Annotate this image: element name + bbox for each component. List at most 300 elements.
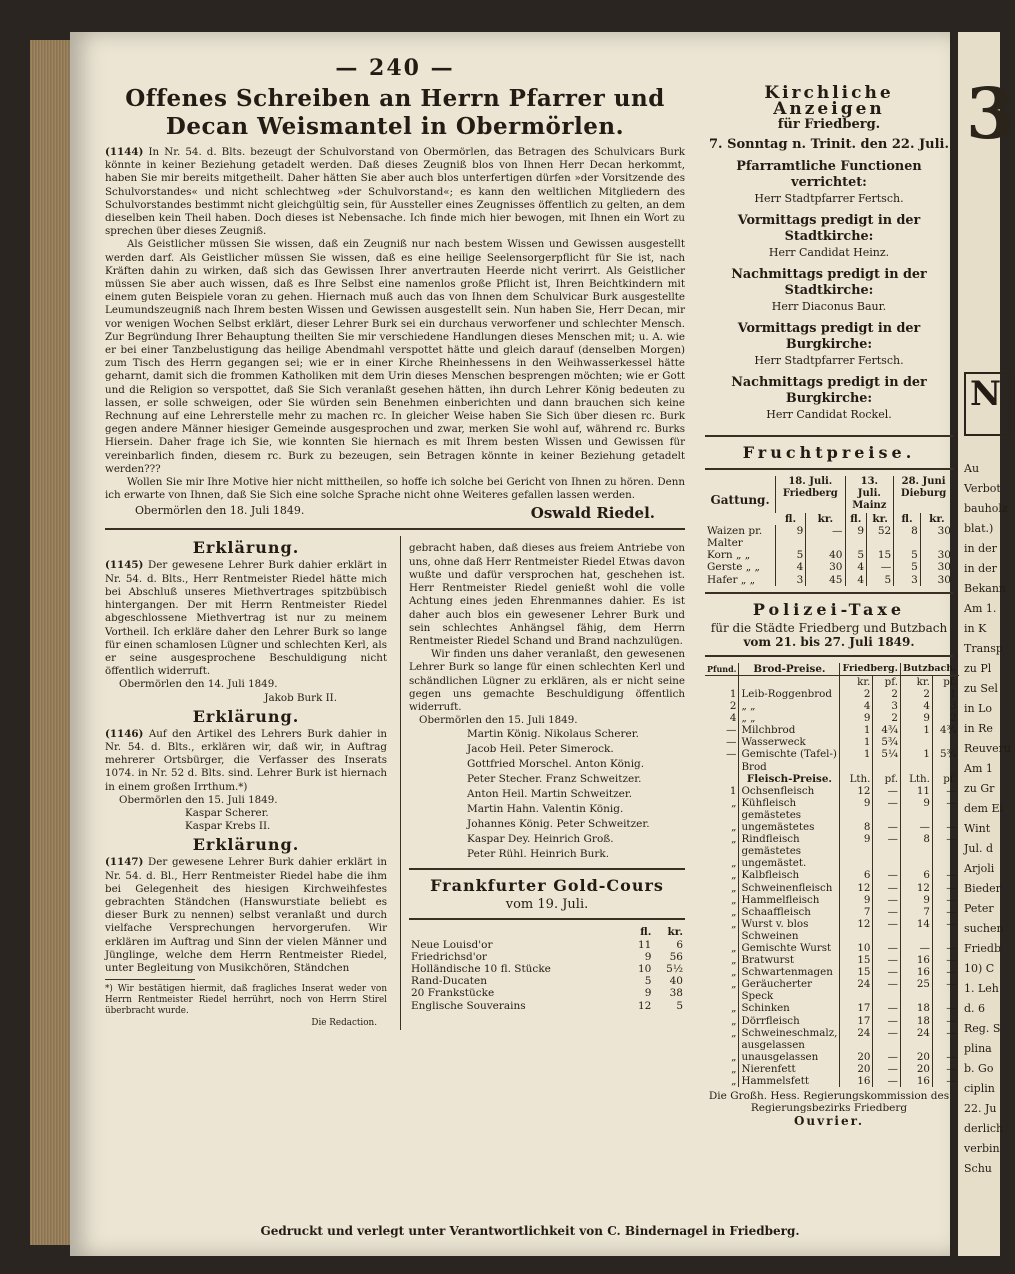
unit-kr: kr. — [920, 513, 953, 525]
adjacent-text-fragment: ciplin — [964, 1082, 995, 1095]
signer-name: Jacob Heil. — [467, 743, 526, 756]
fleisch-cell: „ — [731, 869, 737, 882]
divider — [705, 592, 953, 594]
signer-name: Anton Heil. — [467, 788, 528, 801]
gold-kr: 38 — [669, 987, 683, 1000]
gold-kr: 56 — [669, 950, 683, 963]
adjacent-page-number-box: N — [964, 372, 1012, 436]
fleisch-cell: 17 — [840, 1015, 873, 1027]
price-cell: 9 — [845, 525, 867, 549]
signer-name: Gottfried Morschel. — [467, 758, 572, 771]
kirchlich-sunday: 7. Sonntag n. Trinit. den 22. Juli. — [708, 137, 950, 152]
fleisch-cell: „ — [731, 833, 737, 846]
price-cell: 3 — [776, 574, 806, 586]
fleisch-cell: — — [932, 1063, 958, 1075]
unit-lth: Lth. — [840, 773, 873, 785]
adjacent-text-fragment: suchen — [964, 922, 1004, 935]
adjacent-text-fragment: in der — [964, 542, 997, 555]
fleisch-cell: „ — [731, 954, 737, 967]
brod-cell: — — [726, 748, 737, 761]
fleisch-cell: — — [932, 1002, 958, 1014]
kirchlich-subtitle: für Friedberg. — [777, 117, 881, 132]
book-page-edges — [30, 40, 70, 1245]
adjacent-text-fragment: Bekann — [964, 582, 1006, 595]
fleisch-row — [705, 1002, 959, 1014]
gold-cours-date: vom 19. Juli. — [505, 897, 589, 913]
brod-name: „ „ — [739, 712, 840, 724]
fleisch-cell: 18 — [900, 1002, 932, 1014]
fleisch-cell: — — [873, 797, 901, 821]
fleisch-cell: — — [873, 869, 901, 881]
adjacent-text-fragment: Bieder — [964, 882, 1001, 895]
gold-cours-title: Frankfurter Gold-Cours — [430, 876, 664, 896]
unit-lth: Lth. — [900, 773, 932, 785]
gold-row — [409, 963, 685, 975]
continuation-text-1: gebracht haben, daß dieses aus freiem Antriebe von uns, ohne daß Herr Rentmeister Riedel Etwas davon wußte und dafür versprochen hat, geschehen ist. Herr Rentmeister Riedel genießt wohl die volle Achtung eines jeden Ehrenmannes dahier. Es ist daher auch blos ein gewesener Lehrer Burk und sein schlechtes Anhängsel fähig, dem Herrn Rentmeister Riedel Schand und Brand nachzulügen. — [409, 542, 685, 647]
gold-fl: 5 — [644, 975, 652, 988]
fleisch-cell: — — [873, 1063, 901, 1075]
unit-fl: fl. — [894, 513, 921, 525]
brod-cell: 2 — [873, 712, 901, 724]
erklaerung-1-text — [105, 559, 387, 678]
signer-name: Peter Schweitzer. — [556, 818, 650, 831]
fleisch-row — [705, 906, 959, 918]
fleisch-cell: — — [932, 954, 958, 966]
fleisch-cell: 16 — [840, 1075, 873, 1087]
brod-row — [705, 712, 959, 724]
fleisch-cell — [840, 857, 873, 869]
adjacent-text-fragment: derlich — [964, 1122, 1004, 1135]
brod-cell: 1 — [840, 736, 873, 748]
brod-name: Wasserweck — [739, 736, 840, 748]
signer-row — [467, 832, 685, 847]
fruchtpreise-table — [705, 476, 953, 586]
col-brod-preise: Brod-Preise. — [739, 663, 840, 676]
fleisch-cell: 24 — [900, 1027, 932, 1051]
fleisch-cell: „ — [731, 821, 737, 834]
unit-kr: kr. — [867, 513, 894, 525]
signer-name: Heinrich Groß. — [533, 833, 614, 846]
service-person: Herr Stadtpfarrer Fertsch. — [754, 354, 904, 367]
erklaerung-3-number: (1147) — [105, 856, 144, 869]
adjacent-text-fragment: 22. Ju — [964, 1102, 997, 1115]
adjacent-text-fragment: 10) C — [964, 962, 995, 975]
fleisch-row — [705, 1027, 959, 1051]
gold-col-kr: kr. — [667, 926, 683, 939]
fleisch-cell — [932, 857, 958, 869]
erklaerung-3-body: Der gewesene Lehrer Burk dahier erklärt in Nr. 54. d. Bl., Herr Rentmeister Riedel habe die ihm bei Gelegenheit des hiesigen Kirchweihfestes gebrachten Ständchen (Hanswurstiate beliebt es dieser Burk zu nennen) selbst veranlaßt und durch vielfache Versprechungen hervorgerufen. Wir erklären im Auftrag und Sinn der vielen Männer und Jünglinge, welche dem Herrn Rentmeister Riedel, unter Begleitung von Musikchören, Ständchen — [105, 856, 387, 974]
polizei-subtitle: für die Städte Friedberg und Butzbach — [710, 620, 948, 635]
fleisch-cell: — — [873, 833, 901, 857]
fleisch-cell: „ — [731, 893, 737, 906]
price-cell: 40 — [806, 549, 845, 561]
polizei-taxe-table — [705, 663, 959, 1087]
frucht-row — [705, 525, 953, 549]
brod-cell: 2 — [873, 688, 901, 700]
erklaerung-2-signer-2: Kaspar Krebs II. — [185, 820, 271, 833]
erklaerung-2-body: Auf den Artikel des Lehrers Burk dahier in Nr. 54. d. Blts., erklären wir, daß wir, in Auftrag mehrerer Ortsbürger, die Verfasser des Inserats 1074. in Nr. 52 d. Blts. sind. Lehrer Burk ist hiernach in einem großen Irrthum.*) — [105, 727, 388, 793]
adjacent-text-fragment: in Re — [964, 722, 993, 735]
signer-name: Martin Hahn. — [467, 803, 539, 816]
divider — [705, 468, 953, 470]
signer-name: Franz Schweitzer. — [545, 773, 642, 786]
fleisch-cell: 11 — [900, 785, 932, 797]
brod-row — [705, 700, 959, 712]
polizei-date: vom 21. bis 27. Juli 1849. — [743, 634, 915, 649]
grain-name: Gerste „ „ — [707, 561, 760, 574]
fleisch-row — [705, 785, 959, 797]
gold-coin: Holländische 10 fl. Stücke — [411, 962, 551, 975]
unit-row — [705, 675, 959, 688]
fleisch-name: Schinken — [739, 1002, 840, 1014]
unit-fl: fl. — [784, 512, 797, 525]
service-label: Vormittags predigt in der Stadtkirche: — [737, 213, 921, 244]
brod-cell: 5¾ — [873, 736, 901, 748]
signer-name: Heinrich Burk. — [530, 848, 610, 861]
fleisch-cell — [900, 857, 932, 869]
fleisch-name: Nierenfett — [739, 1063, 840, 1075]
fleisch-cell: — — [873, 1027, 901, 1051]
fleisch-cell: 20 — [900, 1063, 932, 1075]
letter-paragraph-2: Als Geistlicher müssen Sie wissen, daß ein Zeugniß nur nach bestem Wissen und Gewissen ausgestellt werden darf. Als Geistlicher müssen Sie wissen, daß es eine heilige Seelensorgerpflicht für Sie ist, nach Kräften dahin zu wirken, daß sich das Gewissen Ihrer anvertrauten Heerde nicht verirrt. Als Geistlicher müssen Sie aber auch wissen, daß es Ihre Selbst eine namenlos große Pflicht ist, Ihren Beichtkindern mit einem guten Beispiele voran zu gehen. Hiernach muß auch das von Ihnen dem Schulvicar Burk ausgestellte Leumundszeugniß nach Ihrem besten Wissen und Gewissen ausgestellt sein. Nun haben Sie, Herr Decan, mir vor wenigen Wochen Selbst erklärt, dieser Lehrer Burk sei ein durchaus verworfener und schlechter Mensch. Zur Begründung Ihrer Behauptung theilten Sie mir verschiedene Handlungen dieses Menschen mit; u. A. wie er bei einer Tanzbelustigung das heilige Abendmahl verspottet hätte und gleich darauf (denselben Morgen) zum Tisch des Herrn gegangen sei; wie er in einer Kirche Rheinhessens in den Weihwasserkessel hätte geharnt, damit sich die frommen Katholiken mit dem Urin dieses Menschen besprengen möchten; wie er Gott und die Religion so verspottet, daß Sie Sich veranlaßt gesehen hätten, ihn durch Lehrer König bedeuten zu lassen, er solle schweigen, oder Sie würden sein Benehmen einberichten und dann brauchen sich keine Rechnung auf eine Lehrerstelle mehr zu machen rc. In gleicher Weise haben Sie Sich über diesen rc. Burk gegen andere Männer hiesiger Gemeinde ausgesprochen und zwar, merken Sie wohl auf, während rc. Burks Hiersein. Daher frage ich Sie, wie konnten Sie hiernach es mit Ihrem besten Wissen und Gewissen für vereinbarlich finden, diesem rc. Burk zu bezeugen, sein Betragen könnte in keiner Beziehung getadelt werden??? — [105, 238, 685, 475]
fleisch-name: Ochsenfleisch — [739, 785, 840, 797]
brod-cell: 1 — [729, 688, 737, 701]
col-butzbach: Butzbach. — [900, 663, 958, 676]
service-label: Nachmittags predigt in der Stadtkirche: — [731, 267, 927, 298]
signer-row — [467, 802, 685, 817]
brod-row — [705, 748, 959, 772]
brod-name: „ „ — [739, 700, 840, 712]
fleisch-name: unausgelassen — [739, 1051, 840, 1063]
fleisch-cell: — — [900, 821, 932, 833]
adjacent-text-fragment: Jul. d — [964, 842, 994, 855]
fleisch-cell: — — [932, 1051, 958, 1063]
adjacent-text-fragment: 1. Leh — [964, 982, 999, 995]
fleisch-cell: — — [932, 1027, 958, 1051]
fleisch-cell: 20 — [900, 1051, 932, 1063]
fleisch-name: Rindfleisch gemästetes — [739, 833, 840, 857]
fleisch-row — [705, 882, 959, 894]
fleisch-name: Schweinenfleisch — [739, 882, 840, 894]
service-label: Pfarramtliche Functionen verrichtet: — [736, 159, 922, 190]
footnote-sign: Die Redaction. — [311, 1018, 377, 1029]
fleisch-cell: 14 — [900, 918, 932, 942]
fleisch-name: Gemischte Wurst — [739, 942, 840, 954]
fleisch-cell: „ — [731, 1075, 737, 1088]
page-number-value: 240 — [369, 55, 421, 81]
fleisch-cell: 20 — [840, 1051, 873, 1063]
price-cell: 8 — [894, 525, 921, 549]
fruchtpreise-title: Fruchtpreise. — [742, 443, 916, 462]
fleisch-cell: — — [932, 797, 958, 821]
fleisch-cell: — — [873, 821, 901, 833]
fleisch-cell: „ — [731, 1014, 737, 1027]
fleisch-cell: — — [873, 1002, 901, 1014]
signer-row — [467, 772, 685, 787]
fleisch-cell: — — [932, 869, 958, 881]
gold-col-empty — [409, 926, 627, 938]
fleisch-cell: 12 — [900, 882, 932, 894]
fleisch-cell: — — [873, 978, 901, 1002]
gold-row — [409, 1000, 685, 1012]
brod-cell: — — [726, 736, 737, 749]
brod-cell: — — [726, 724, 737, 737]
page-number: — 240 — — [335, 55, 455, 81]
frucht-col-mainz: 13. Juli. Mainz — [845, 476, 894, 513]
fleisch-cell: 24 — [840, 1027, 873, 1051]
fleisch-row — [705, 857, 959, 869]
fleisch-row — [705, 869, 959, 881]
unit-pf: pf. — [873, 675, 901, 688]
signer-list — [409, 727, 685, 862]
unit-kr: kr. — [840, 675, 873, 688]
brod-cell: 5¾ — [932, 748, 958, 772]
brod-cell: 3 — [873, 700, 901, 712]
fleisch-cell: 18 — [900, 1015, 932, 1027]
polizei-title: Polizei-Taxe — [752, 599, 906, 619]
unit-empty — [705, 675, 739, 688]
brod-cell: 1 — [900, 724, 932, 736]
fleisch-cell: — — [932, 882, 958, 894]
fleisch-name: ungemästet. — [739, 857, 840, 869]
letter-place-date: Obermörlen den 18. Juli 1849. — [135, 504, 305, 518]
erklaerung-1-number: (1145) — [105, 559, 144, 572]
signer-name: Martin Schweitzer. — [530, 788, 633, 801]
fleisch-cell: 9 — [840, 833, 873, 857]
unit-kr: kr. — [900, 675, 932, 688]
signer-row — [467, 742, 685, 757]
fleisch-row — [705, 978, 959, 1002]
gold-row — [409, 987, 685, 999]
adjacent-text-fragment: Verbot — [964, 482, 1001, 495]
price-cell: 30 — [920, 525, 953, 549]
gold-coin: Friedrichsd'or — [411, 950, 487, 963]
fleisch-cell: 24 — [840, 978, 873, 1002]
unit-kr: kr. — [806, 513, 845, 525]
fleisch-cell: „ — [731, 1062, 737, 1075]
left-column — [105, 55, 685, 1030]
adjacent-text-fragment: blat.) — [964, 522, 994, 535]
frucht-col-friedberg: 18. Juli. Friedberg — [776, 476, 845, 513]
gold-row — [409, 975, 685, 987]
price-cell: 4 — [845, 561, 867, 573]
gold-row — [409, 939, 685, 951]
gold-fl: 9 — [644, 950, 652, 963]
erklaerung-1-place-date: Obermörlen den 14. Juli 1849. — [119, 678, 278, 691]
price-cell: 5 — [845, 549, 867, 561]
brod-cell: 2 — [729, 700, 737, 713]
fleisch-cell: 20 — [840, 1063, 873, 1075]
letter-signature-line — [105, 504, 685, 522]
signer-name: Nikolaus Scherer. — [544, 728, 639, 741]
fleisch-row — [705, 966, 959, 978]
fleisch-name: Schweineschmalz, ausgelassen — [739, 1027, 840, 1051]
letter-number: (1144) — [105, 146, 144, 158]
signer-name: Peter Stecher. — [467, 773, 543, 786]
signer-name: Valentin König. — [542, 803, 624, 816]
frucht-col-gattung: Gattung. — [710, 493, 770, 508]
fleisch-cell: „ — [731, 941, 737, 954]
unit-empty — [705, 773, 739, 785]
fleisch-row — [705, 894, 959, 906]
adjacent-text-fragment: Transp — [964, 642, 1003, 655]
fleisch-cell: — — [873, 894, 901, 906]
erklaerung-1-body: Der gewesene Lehrer Burk dahier erklärt in Nr. 54. d. Blts., Herr Rentmeister Riedel hätte mich bei Abschluß unseres Miethvertrages spitzbübisch hintergangen. Der mit Herrn Rentmeister Riedel abgeschlossene Miethvertrag ist nur zu meinem Vortheil. Ich erkläre daher den Lehrer Burk so lange für einen schamlosen Lügner und schlechten Kerl, als er seine ausgesprochene Beschuldigung nicht öffentlich widerruft. — [105, 559, 387, 678]
fleisch-cell: — — [932, 906, 958, 918]
fleisch-cell: — — [932, 978, 958, 1002]
kirchliche-anzeigen — [705, 85, 953, 423]
price-cell: 15 — [867, 549, 894, 561]
price-cell: 45 — [806, 574, 845, 586]
brod-cell: 4¾ — [932, 724, 958, 736]
erklaerung-1-signer: Jakob Burk II. — [264, 691, 337, 704]
fleisch-row — [705, 1075, 959, 1087]
service-person: Herr Candidat Heinz. — [768, 246, 890, 259]
adjacent-text-fragment: Schu — [964, 1162, 992, 1175]
brod-name: Leib-Roggenbrod — [739, 688, 840, 700]
price-cell: 30 — [920, 561, 953, 573]
brod-row — [705, 688, 959, 700]
divider — [409, 868, 685, 870]
gold-coin: 20 Frankstücke — [411, 987, 495, 1000]
gold-coin: Englische Souverains — [411, 999, 526, 1012]
erklaerung-2-title: Erklärung. — [192, 706, 300, 726]
fleisch-cell: — — [873, 966, 901, 978]
price-cell: 4 — [776, 561, 806, 573]
adjacent-text-fragment: in K — [964, 622, 987, 635]
divider — [705, 435, 953, 437]
adjacent-text-fragment: Wint — [964, 822, 991, 835]
signer-name: Peter Simerock. — [528, 743, 614, 756]
fleisch-cell: — — [873, 942, 901, 954]
brod-cell: 5¼ — [873, 748, 901, 772]
fleisch-cell: — — [873, 954, 901, 966]
fleisch-cell: „ — [731, 796, 737, 809]
gold-coin: Rand-Ducaten — [411, 975, 487, 988]
polizei-signer: Ouvrier. — [793, 1114, 865, 1129]
unit-fl: fl. — [845, 513, 867, 525]
fleisch-cell: „ — [731, 857, 737, 870]
fleisch-name: Schaaffleisch — [739, 906, 840, 918]
fleisch-cell: „ — [731, 978, 737, 991]
fleisch-cell: „ — [731, 917, 737, 930]
service-person: Herr Stadtpfarrer Fertsch. — [754, 192, 904, 205]
fleisch-name: Kalbfleisch — [739, 869, 840, 881]
declarations-block — [105, 536, 685, 1030]
fleisch-cell: 7 — [900, 906, 932, 918]
adjacent-text-fragment: plina — [964, 1042, 992, 1055]
adjacent-text-fragment: zu Pl — [964, 662, 992, 675]
unit-pf: pf. — [932, 675, 958, 688]
adjacent-text-fragment: Reuveru — [964, 742, 1011, 755]
divider — [105, 528, 685, 530]
fleisch-cell: — — [932, 942, 958, 954]
signer-row — [467, 787, 685, 802]
gold-kr: 5½ — [666, 962, 683, 975]
fleisch-row — [705, 1051, 959, 1063]
fleisch-cell: 16 — [900, 954, 932, 966]
signer-name: Peter Rühl. — [467, 848, 527, 861]
fleisch-name: Hammelfleisch — [739, 894, 840, 906]
fleisch-name: Dörrfleisch — [739, 1015, 840, 1027]
fleisch-name: Wurst v. blos Schweinen — [739, 918, 840, 942]
brod-name: Gemischte (Tafel-) Brod — [739, 748, 840, 772]
gold-fl: 11 — [638, 938, 652, 951]
brod-cell: 2 — [900, 688, 932, 700]
grain-name: Hafer „ „ — [707, 573, 756, 586]
fleisch-name: ungemästetes — [739, 821, 840, 833]
frucht-col-dieburg: 28. Juni Dieburg — [894, 476, 953, 513]
fleisch-cell: 25 — [900, 978, 932, 1002]
adjacent-text-fragment: Arjoli — [964, 862, 995, 875]
divider — [409, 918, 685, 920]
fleisch-cell: — — [932, 918, 958, 942]
brod-cell: 4¾ — [873, 724, 901, 736]
fleisch-cell: 16 — [900, 966, 932, 978]
fleisch-row — [705, 1015, 959, 1027]
price-cell: 30 — [920, 574, 953, 586]
unit-pf: pf. — [873, 773, 901, 785]
service-label: Vormittags predigt in der Burgkirche: — [737, 321, 921, 352]
gold-kr: 5 — [676, 999, 683, 1012]
polizei-authority: Die Großh. Hess. Regierungskommission des Regierungsbezirks Friedberg — [708, 1090, 950, 1115]
adjacent-text-fragment: Am 1. — [964, 602, 997, 615]
adjacent-page-fragment — [958, 32, 1015, 1256]
footnote-divider — [105, 979, 195, 980]
letter-signature: Oswald Riedel. — [530, 504, 655, 523]
adjacent-text-fragment: b. Go — [964, 1062, 994, 1075]
fleisch-row — [705, 942, 959, 954]
adjacent-page-letter: 3 — [966, 72, 1015, 155]
brod-cell: 1 — [900, 748, 932, 772]
adjacent-text-fragment: zu Gr — [964, 782, 995, 795]
fleisch-cell: 8 — [840, 821, 873, 833]
signer-name: Johannes König. — [467, 818, 554, 831]
fleisch-cell: — — [873, 1015, 901, 1027]
brod-cell: 1 — [932, 688, 958, 700]
fleisch-cell: — — [932, 966, 958, 978]
fleisch-name: Hammelsfett — [739, 1075, 840, 1087]
fleisch-cell — [873, 857, 901, 869]
brod-cell: 4 — [900, 700, 932, 712]
signer-row — [467, 757, 685, 772]
service-person: Herr Candidat Rockel. — [766, 408, 892, 421]
fleisch-cell: 6 — [840, 869, 873, 881]
fleisch-cell: — — [873, 1051, 901, 1063]
fleisch-row — [705, 1063, 959, 1075]
fleisch-name: Schwartenmagen — [739, 966, 840, 978]
fleisch-cell: 6 — [900, 869, 932, 881]
adjacent-text-fragment: Reg. S — [964, 1022, 1001, 1035]
fleisch-row — [705, 797, 959, 821]
kirchlich-title: Kirchliche Anzeigen — [764, 83, 894, 119]
adjacent-text-fragment: d. 6 — [964, 1002, 986, 1015]
adjacent-text-fragment: bauholz — [964, 502, 1008, 515]
fleisch-cell: — — [932, 1075, 958, 1087]
fleisch-name: Bratwurst — [739, 954, 840, 966]
col-friedberg: Friedberg. — [840, 663, 901, 676]
price-cell: 30 — [920, 549, 953, 561]
brod-cell — [900, 736, 932, 748]
fleisch-cell: 15 — [840, 966, 873, 978]
fleisch-row — [705, 918, 959, 942]
adjacent-text-fragment: verbin — [964, 1142, 1000, 1155]
price-cell: 5 — [894, 561, 921, 573]
fleisch-cell: „ — [731, 1050, 737, 1063]
fleisch-row — [705, 821, 959, 833]
fleisch-cell: 12 — [840, 882, 873, 894]
fleisch-cell: „ — [731, 1026, 737, 1039]
